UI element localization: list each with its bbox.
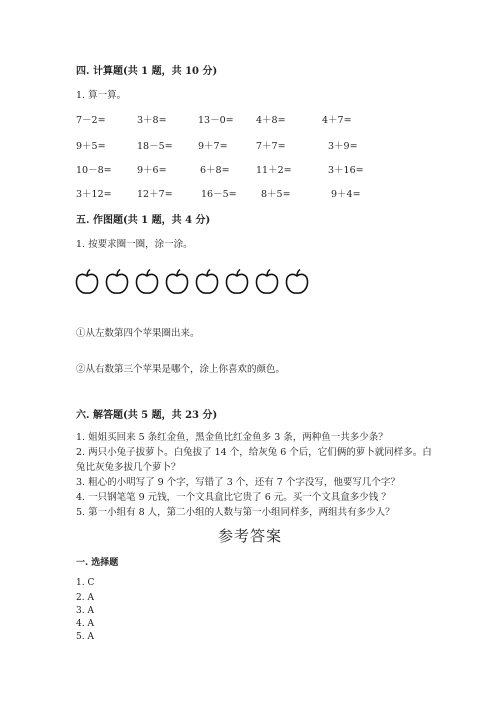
- apple-row: [74, 268, 310, 296]
- apple-icon: [134, 268, 160, 296]
- equation: 7－2=: [76, 115, 106, 126]
- problem-4: 4. 一只钢笔笔 9 元钱，一个文具盒比它贵了 6 元。买一个文具盒多少钱 ？: [76, 492, 391, 503]
- section4-heading: 四. 计算题(共 1 题，共 10 分): [76, 66, 218, 77]
- equation: 9＋5=: [76, 141, 106, 152]
- equation: 9＋6=: [137, 165, 167, 176]
- equation: 4＋8=: [256, 115, 286, 126]
- answer-item: 5. A: [76, 632, 94, 642]
- equation: 12＋7=: [137, 189, 173, 200]
- answers-heading: 一. 选择题: [76, 558, 119, 568]
- problem-1: 1. 姐姐买回来 5 条红金鱼，黑金鱼比红金鱼多 3 条，两种鱼一共多少条？: [76, 432, 388, 443]
- equation: 6＋8=: [200, 165, 230, 176]
- problem-2: 2. 两只小兔子拔萝卜。白兔拔了 14 个，给灰兔 6 个后，它们俩的萝卜就同样多。白兔比灰兔多拔几个萝卜？: [76, 447, 432, 473]
- apple-icon: [74, 268, 100, 296]
- equation: 3＋9=: [328, 141, 358, 152]
- equation: 9＋7=: [198, 141, 228, 152]
- section5-heading: 五. 作图题(共 1 题，共 4 分): [76, 215, 211, 226]
- equation: 8＋5=: [261, 189, 291, 200]
- apple-icon: [194, 268, 220, 296]
- section5-question1: 1. 按要求圈一圈，涂一涂。: [76, 239, 193, 250]
- answer-item: 1. C: [76, 578, 95, 588]
- equation: 9＋4=: [331, 189, 361, 200]
- equation: 16－5=: [201, 189, 237, 200]
- equation: 13－0=: [198, 115, 234, 126]
- equation: 11＋2=: [256, 165, 292, 176]
- apple-icon: [254, 268, 280, 296]
- apple-icon: [284, 268, 310, 296]
- apple-icon: [104, 268, 130, 296]
- problem-3: 3. 粗心的小明写了 9 个字，写错了 3 个，还有 7 个字没写，他要写几个字？: [76, 477, 400, 488]
- instruction-2: ②从右数第三个苹果是哪个，涂上你喜欢的颜色。: [76, 364, 286, 375]
- equation: 18－5=: [137, 141, 173, 152]
- equation: 7＋7=: [256, 141, 286, 152]
- equation: 3＋8=: [137, 115, 167, 126]
- answer-item: 4. A: [76, 619, 94, 629]
- equation: 10－8=: [76, 165, 112, 176]
- instruction-1: ①从左数第四个苹果圈出来。: [76, 328, 200, 339]
- apple-icon: [224, 268, 250, 296]
- answers-title: 参考答案: [217, 527, 282, 545]
- answer-item: 3. A: [76, 606, 94, 616]
- problem-5: 5. 第一小组有 8 人，第二小组的人数与第一小组同样多，两组共有多少人？: [76, 507, 395, 518]
- equation: 3＋16=: [328, 165, 364, 176]
- equation: 4＋7=: [322, 115, 352, 126]
- equation: 3＋12=: [76, 189, 112, 200]
- section6-heading: 六. 解答题(共 5 题，共 23 分): [76, 410, 218, 421]
- section4-question1: 1. 算一算。: [76, 90, 127, 101]
- apple-icon: [164, 268, 190, 296]
- answer-item: 2. A: [76, 593, 94, 603]
